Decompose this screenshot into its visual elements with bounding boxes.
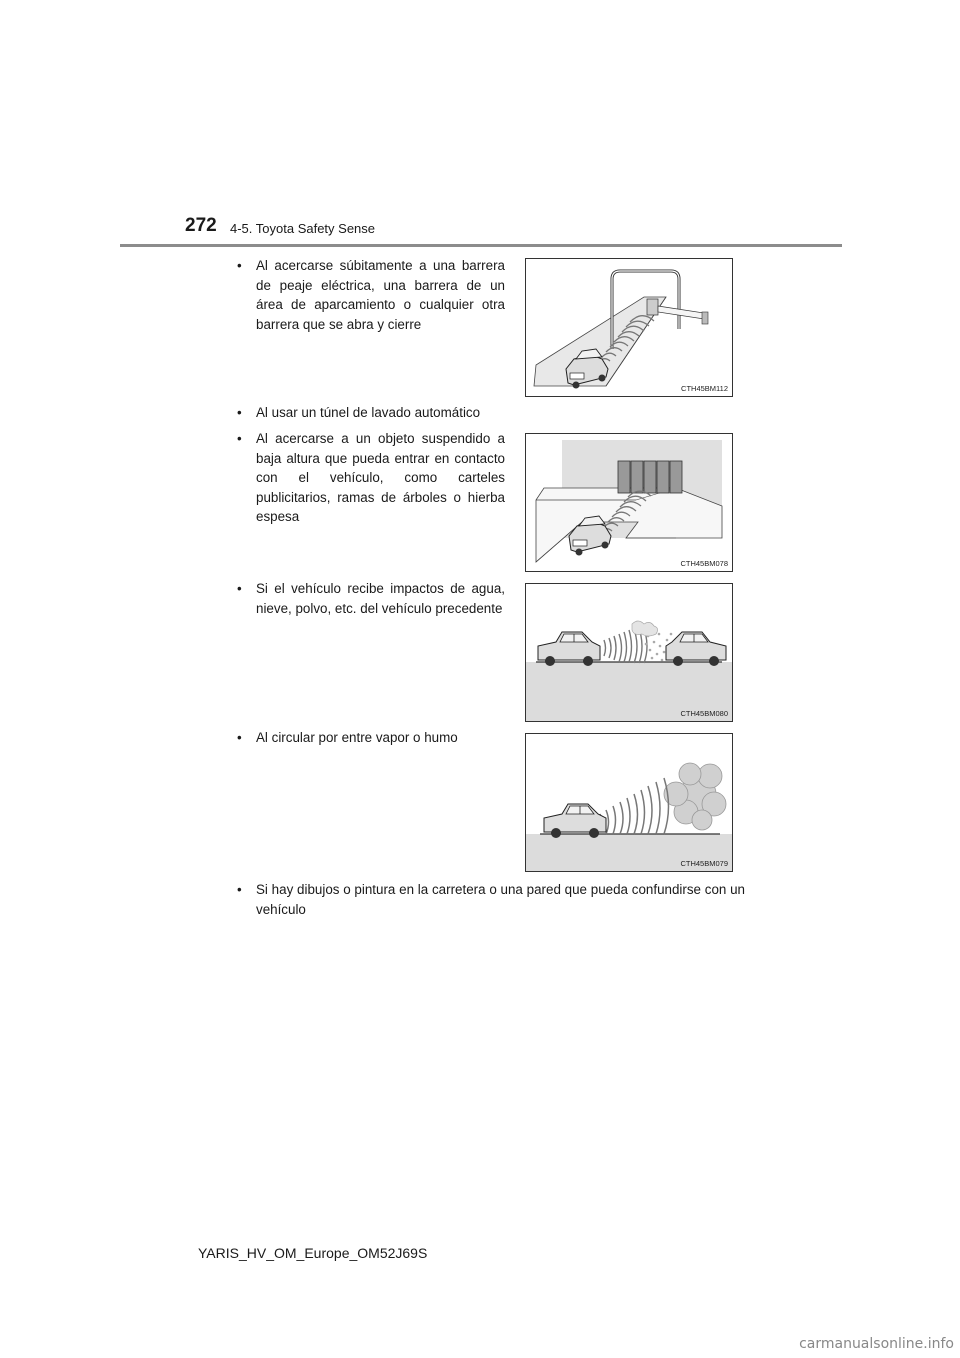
bullet-text: Si el vehículo recibe impactos de agua, nieve, polvo, etc. del vehículo precedente <box>256 581 505 616</box>
bullet-item-suspended-object <box>237 429 505 527</box>
document-code: YARIS_HV_OM_Europe_OM52J69S <box>198 1245 428 1261</box>
figure-barrier <box>525 258 733 397</box>
bullet-item-road-drawings <box>237 880 745 919</box>
suspended-object-illustration <box>526 434 732 571</box>
bullet-symbol: • <box>237 882 242 897</box>
bullet-item-barrier <box>237 256 505 334</box>
bullet-text: Al usar un túnel de lavado automático <box>256 405 481 420</box>
bullet-text: Al acercarse súbitamente a una barrera de peaje eléctrica, una barrera de un área de aparcamiento o cualquier otra barrera que se abra y cierre <box>256 258 505 332</box>
figure-smoke <box>525 733 733 872</box>
figure-code: CTH45BM079 <box>680 859 728 868</box>
watermark: carmanualsonline.info <box>799 1336 954 1352</box>
bullet-symbol: • <box>237 431 242 446</box>
bullet-item-car-wash <box>237 403 505 423</box>
bullet-text: Al acercarse a un objeto suspendido a baja altura que pueda entrar en contacto con el vehículo, como carteles publicitarios, ramas de árboles o hierba espesa <box>256 431 505 524</box>
page-number: 272 <box>185 215 217 236</box>
header-rule <box>120 244 842 247</box>
figure-suspended-object <box>525 433 733 572</box>
bullet-symbol: • <box>237 405 242 420</box>
bullet-text: Si hay dibujos o pintura en la carretera o una pared que pueda confundirse con un vehículo <box>256 882 745 917</box>
bullet-item-water-snow <box>237 579 505 618</box>
bullet-item-steam-smoke <box>237 728 505 748</box>
section-title: 4-5. Toyota Safety Sense <box>230 221 376 236</box>
bullet-symbol: • <box>237 581 242 596</box>
spray-illustration <box>526 584 732 721</box>
figure-spray <box>525 583 733 722</box>
figure-code: CTH45BM078 <box>680 559 728 568</box>
bullet-symbol: • <box>237 730 242 745</box>
figure-code: CTH45BM080 <box>680 709 728 718</box>
figure-code: CTH45BM112 <box>681 384 728 393</box>
bullet-text: Al circular por entre vapor o humo <box>256 730 458 745</box>
bullet-symbol: • <box>237 258 242 273</box>
smoke-illustration <box>526 734 732 871</box>
barrier-illustration <box>526 259 732 396</box>
